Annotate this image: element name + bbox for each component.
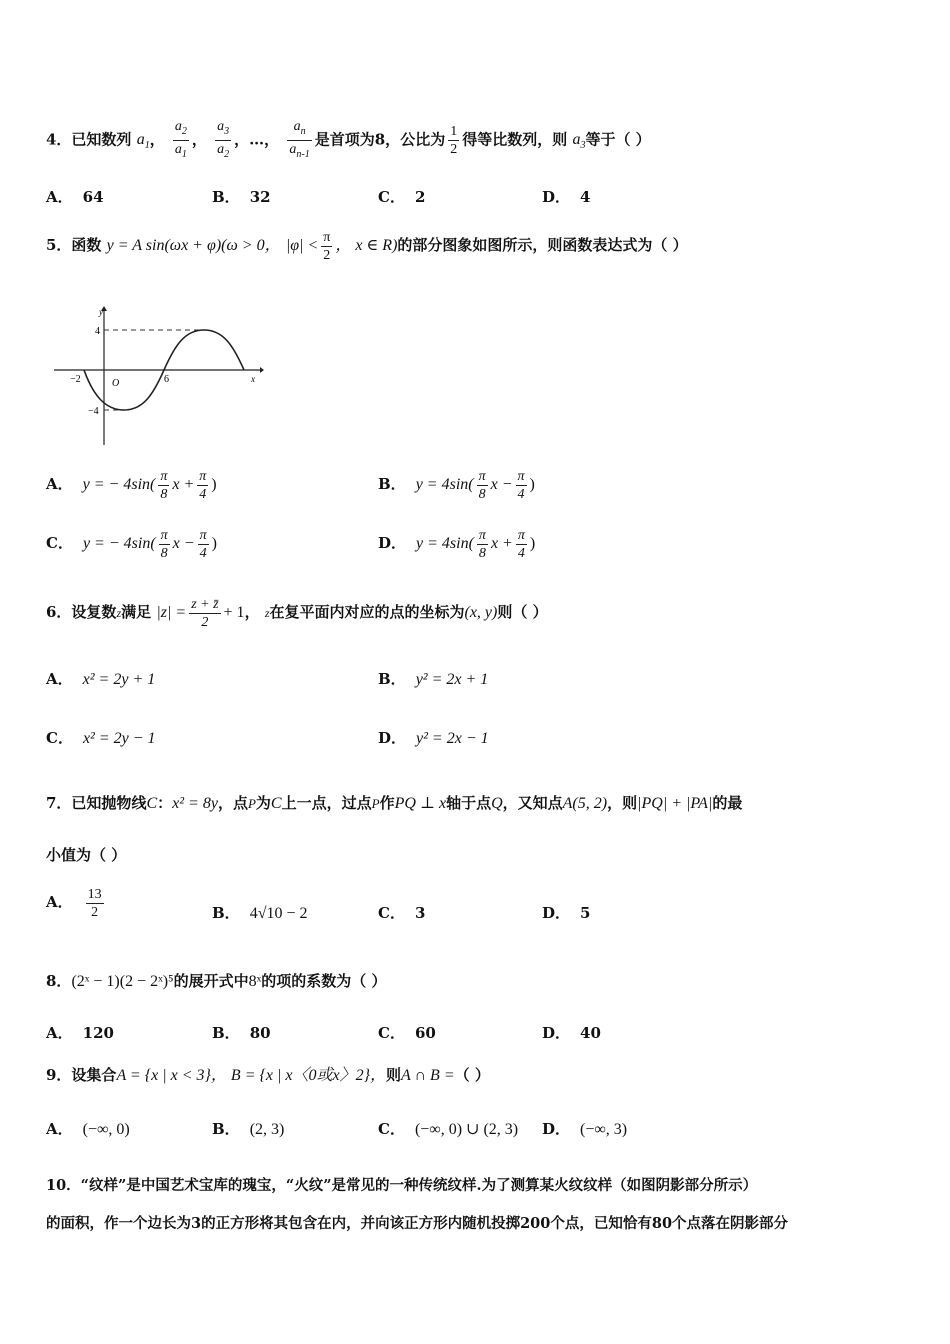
question-6: 6．设复数z满足 |z| = $\frac{z + z̄}{2}$ + 1， z在复平面内对应的点的坐标为(x, y)则（ ） [46,596,548,630]
q7-option-b[interactable]: B． 4√10 − 2 [212,904,308,922]
q8-option-b[interactable]: B． 80 [212,1024,271,1042]
q4-option-a[interactable]: A． 64 [46,188,104,206]
q6-abs-z: |z| = [156,604,187,621]
q7-option-a[interactable]: A． $\frac{13}{2}$ [46,886,102,920]
graph-tick-4: 4 [95,326,100,337]
question-9: 9．设集合A = {x | x < 3}， B = {x | x〈0或x〉2}，则A ∩ B =（ ） [46,1066,490,1084]
q4-a3: $a_3$ [572,131,586,152]
q4-option-c[interactable]: C． 2 [378,188,426,206]
q4-option-d[interactable]: D． 4 [542,188,591,206]
q9-sets: A = {x | x < 3}， B = {x | x〈0或x〉2}， [116,1067,386,1084]
q9-option-a[interactable]: A． (−∞, 0) [46,1120,130,1138]
q4-option-b[interactable]: B． 32 [212,188,271,206]
q9-option-c[interactable]: C． (−∞, 0) ∪ (2, 3) [378,1120,519,1138]
q5-option-b[interactable]: B． y = 4sin( $\frac{\pi}{8}$ x − $\frac{\pi}{4}$ ) [378,468,535,502]
q4-half: $\frac{1}{2}$ [450,123,458,157]
q6-xy: (x, y) [464,604,498,621]
q5-phi: |φ| < [285,237,319,254]
graph-y-label: y [99,307,103,317]
q4-stem: 4．已知数列 [46,130,132,149]
q9-option-d[interactable]: D． (−∞, 3) [542,1120,628,1138]
q6-option-d[interactable]: D． y² = 2x − 1 [378,729,489,747]
graph-tick-6: 6 [164,374,169,385]
question-10-line-2: 的面积，作一个边长为3的正方形将其包含在内，并向该正方形内随机投掷200个点，已知恰有80个点落在阴影部分 [46,1215,789,1232]
graph-tick-neg4: −4 [88,406,99,417]
question-7-line-2: 小值为（ ） [46,846,127,864]
q9-option-b[interactable]: B． (2, 3) [212,1120,285,1138]
q4-a1: $a_1$ [136,131,150,152]
q7-option-c[interactable]: C． 3 [378,904,426,922]
q6-option-a[interactable]: A． x² = 2y + 1 [46,670,156,688]
q5-sine-graph [50,305,265,450]
question-10-line-1: 10．“纹样”是中国艺术宝库的瑰宝，“火纹”是常见的一种传统纹样.为了测算某火纹纹样（如图阴影部分所示） [46,1177,758,1194]
q5-option-c[interactable]: C． y = − 4sin( $\frac{\pi}{8}$ x − $\frac{\pi}{4}$ ) [46,527,217,561]
q4-ratio-2: $\frac{a_3}{a_2}$ [217,119,230,160]
q7-option-d[interactable]: D． 5 [542,904,591,922]
q4-ratio-n: $\frac{a_n}{a_{n-1}}$ [289,119,310,160]
question-4: 4．已知数列 $a_1$， $\frac{a_2}{a_1}$ ， $\frac{a_3}{a_2}$ ，…， $\frac{a_n}{a_{n-1}}$ 是首项为8，公比为 $\frac{1}{2}$ 得等比数列，则 $a_3$等于（ ） [46,118,651,163]
q4-ratio-1: $\frac{a_2}{a_1}$ [174,119,187,160]
q5-option-a[interactable]: A． y = − 4sin( $\frac{\pi}{8}$ x + $\frac{\pi}{4}$ ) [46,468,217,502]
q8-option-c[interactable]: C． 60 [378,1024,436,1042]
q5-pi-half: $\frac{\pi}{2}$ [323,229,331,263]
q8-option-a[interactable]: A． 120 [46,1024,114,1042]
question-7: 7．已知抛物线C：x² = 8y，点P为C上一点，过点P作PQ ⊥ x轴于点Q，又知点A(5, 2)，则|PQ| + |PA|的最 [46,794,743,812]
q6-option-c[interactable]: C． x² = 2y − 1 [46,729,156,747]
question-5: 5．函数 y = A sin(ωx + φ)(ω > 0， |φ| < $\frac{\pi}{2}$ ， x ∈ R)的部分图象如图所示，则函数表达式为（ ） [46,229,688,263]
q6-option-b[interactable]: B． y² = 2x + 1 [378,670,489,688]
graph-origin: O [112,378,120,389]
q5-function: y = A sin(ωx + φ)(ω > 0， [106,237,281,254]
q4-mid: 是首项为8，公比为 [314,130,446,149]
q6-fraction: $\frac{z + z̄}{2}$ [191,596,219,630]
graph-tick-neg2: −2 [70,374,81,385]
q8-option-d[interactable]: D． 40 [542,1024,601,1042]
graph-x-label: x [251,374,255,384]
question-8: 8．(2ˣ − 1)(2 − 2ˣ)⁵的展开式中8ˣ的项的系数为（ ） [46,972,387,990]
q5-option-d[interactable]: D． y = 4sin( $\frac{\pi}{8}$ x + $\frac{\pi}{4}$ ) [378,527,536,561]
q8-expression: (2ˣ − 1)(2 − 2ˣ)⁵ [71,973,174,990]
